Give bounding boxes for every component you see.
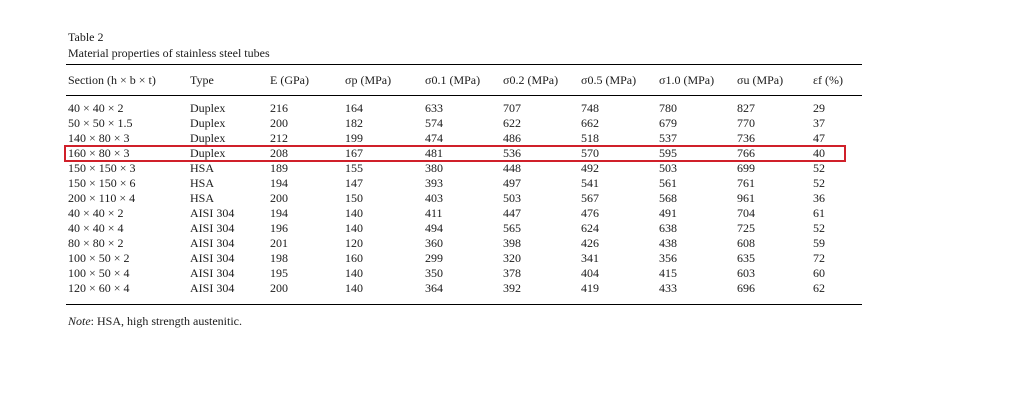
table-cell: 392 xyxy=(503,281,521,295)
table-cell: 150 × 150 × 3 xyxy=(68,161,136,175)
table-cell: 299 xyxy=(425,251,443,265)
table-cell: 503 xyxy=(659,161,677,175)
table-cell: 29 xyxy=(813,101,825,115)
table-cell: 622 xyxy=(503,116,521,130)
column-header: εf (%) xyxy=(813,72,844,87)
table-row xyxy=(66,266,862,281)
table-cell: 59 xyxy=(813,236,825,250)
table-cell: 364 xyxy=(425,281,443,295)
table-cell: 565 xyxy=(503,221,521,235)
table-cell: 378 xyxy=(503,266,521,280)
table-cell: 52 xyxy=(813,161,825,175)
table-cell: HSA xyxy=(190,176,215,190)
table-row xyxy=(66,281,862,296)
table-cell: 40 × 40 × 2 xyxy=(68,206,124,220)
table-cell: 433 xyxy=(659,281,677,295)
table-cell: 494 xyxy=(425,221,443,235)
table-cell: 570 xyxy=(581,146,599,160)
column-header: Section (h × b × t) xyxy=(68,72,156,87)
table-cell: 403 xyxy=(425,191,443,205)
table-cell: 961 xyxy=(737,191,755,205)
column-header: Type xyxy=(190,72,214,87)
table-cell: 827 xyxy=(737,101,755,115)
table-cell: 748 xyxy=(581,101,599,115)
table-cell: 160 xyxy=(345,251,363,265)
table-cell: AISI 304 xyxy=(190,206,235,220)
table-row xyxy=(66,176,862,191)
table-cell: 182 xyxy=(345,116,363,130)
table-cell: 140 xyxy=(345,266,363,280)
table-cell: 474 xyxy=(425,131,443,145)
table-cell: Duplex xyxy=(190,131,226,145)
table-cell: 679 xyxy=(659,116,677,130)
table-cell: 766 xyxy=(737,146,755,160)
column-header: σp (MPa) xyxy=(345,72,392,87)
column-header: σ0.1 (MPa) xyxy=(425,72,481,87)
table-cell: 350 xyxy=(425,266,443,280)
table-caption-number: Table 2 xyxy=(68,30,104,44)
column-header: σ0.5 (MPa) xyxy=(581,72,637,87)
table-cell: 447 xyxy=(503,206,521,220)
table-cell: AISI 304 xyxy=(190,281,235,295)
table-cell: 196 xyxy=(270,221,288,235)
table-row xyxy=(66,206,862,221)
table-cell: 40 xyxy=(813,146,825,160)
table-row xyxy=(66,116,862,131)
table-cell: 638 xyxy=(659,221,677,235)
table-cell: Duplex xyxy=(190,101,226,115)
table-cell: 561 xyxy=(659,176,677,190)
table-cell: 518 xyxy=(581,131,599,145)
table-cell: 635 xyxy=(737,251,755,265)
table-cell: 633 xyxy=(425,101,443,115)
table-header xyxy=(66,65,862,95)
table-caption-title: Material properties of stainless steel tubes xyxy=(68,46,270,60)
note-text: : HSA, high strength austenitic. xyxy=(90,314,242,328)
table-cell: 567 xyxy=(581,191,599,205)
table-cell: 216 xyxy=(270,101,288,115)
table-cell: 37 xyxy=(813,116,825,130)
table-cell: 536 xyxy=(503,146,521,160)
table-cell: 481 xyxy=(425,146,443,160)
column-header: σ1.0 (MPa) xyxy=(659,72,715,87)
table-cell: 200 × 110 × 4 xyxy=(68,191,136,205)
table-row xyxy=(66,95,862,116)
table-cell: 486 xyxy=(503,131,521,145)
table-cell: 360 xyxy=(425,236,443,250)
table-row xyxy=(66,161,862,176)
table-cell: 199 xyxy=(345,131,363,145)
table-cell: 426 xyxy=(581,236,599,250)
table-cell: 448 xyxy=(503,161,521,175)
column-header: σ0.2 (MPa) xyxy=(503,72,559,87)
material-properties-table xyxy=(66,65,862,296)
table-cell: 780 xyxy=(659,101,677,115)
table-cell: 200 xyxy=(270,116,288,130)
table-cell: 80 × 80 × 2 xyxy=(68,236,124,250)
table-body xyxy=(66,95,862,296)
table-cell: 404 xyxy=(581,266,599,280)
table-cell: 155 xyxy=(345,161,363,175)
header-row xyxy=(66,65,862,95)
table-note xyxy=(68,314,242,329)
table-cell: 624 xyxy=(581,221,599,235)
table-cell: 320 xyxy=(503,251,521,265)
table-cell: 608 xyxy=(737,236,755,250)
table-cell: 61 xyxy=(813,206,825,220)
table-cell: 438 xyxy=(659,236,677,250)
table-cell: 60 xyxy=(813,266,825,280)
table-cell: 150 × 150 × 6 xyxy=(68,176,136,190)
table-cell: 160 × 80 × 3 xyxy=(68,146,130,160)
table-cell: 194 xyxy=(270,206,288,220)
table-row xyxy=(66,131,862,146)
table-cell: 140 × 80 × 3 xyxy=(68,131,130,145)
table-cell: 40 × 40 × 4 xyxy=(68,221,124,235)
table-cell: 696 xyxy=(737,281,755,295)
table-cell: 356 xyxy=(659,251,677,265)
table-cell: 736 xyxy=(737,131,755,145)
table-cell: 120 × 60 × 4 xyxy=(68,281,130,295)
table-cell: 699 xyxy=(737,161,755,175)
table-cell: 201 xyxy=(270,236,288,250)
table-cell: 140 xyxy=(345,221,363,235)
note-label: Note xyxy=(68,314,91,328)
table-cell: AISI 304 xyxy=(190,221,235,235)
table-cell: 100 × 50 × 4 xyxy=(68,266,130,280)
table-cell: 398 xyxy=(503,236,521,250)
table-cell: 497 xyxy=(503,176,521,190)
table-cell: AISI 304 xyxy=(190,251,235,265)
table-cell: 140 xyxy=(345,206,363,220)
table-cell: 411 xyxy=(425,206,443,220)
table-cell: 195 xyxy=(270,266,288,280)
table-cell: 761 xyxy=(737,176,755,190)
table-cell: 574 xyxy=(425,116,443,130)
table-cell: AISI 304 xyxy=(190,266,235,280)
table-cell: 568 xyxy=(659,191,677,205)
table-cell: 541 xyxy=(581,176,599,190)
table-cell: 50 × 50 × 1.5 xyxy=(68,116,133,130)
table-cell: 150 xyxy=(345,191,363,205)
column-header: E (GPa) xyxy=(270,72,309,87)
table-cell: Duplex xyxy=(190,146,226,160)
table-cell: 491 xyxy=(659,206,677,220)
table-cell: 380 xyxy=(425,161,443,175)
table-cell: 704 xyxy=(737,206,755,220)
table-cell: 200 xyxy=(270,191,288,205)
table-cell: 198 xyxy=(270,251,288,265)
column-header: σu (MPa) xyxy=(737,72,784,87)
table-cell: HSA xyxy=(190,191,215,205)
table-cell: 47 xyxy=(813,131,825,145)
table-cell: 200 xyxy=(270,281,288,295)
table-cell: 167 xyxy=(345,146,363,160)
table-row xyxy=(66,146,862,161)
table-cell: 100 × 50 × 2 xyxy=(68,251,130,265)
table-cell: 189 xyxy=(270,161,288,175)
table-cell: 603 xyxy=(737,266,755,280)
table-cell: 120 xyxy=(345,236,363,250)
table-cell: 770 xyxy=(737,116,755,130)
table-cell: 476 xyxy=(581,206,599,220)
table-cell: 52 xyxy=(813,221,825,235)
table-cell: 393 xyxy=(425,176,443,190)
bottom-rule xyxy=(66,304,862,305)
table-cell: 52 xyxy=(813,176,825,190)
table-cell: 147 xyxy=(345,176,363,190)
table-cell: 595 xyxy=(659,146,677,160)
table-cell: 707 xyxy=(503,101,521,115)
table-cell: 537 xyxy=(659,131,677,145)
table-row xyxy=(66,191,862,206)
table-cell: 341 xyxy=(581,251,599,265)
table-cell: 662 xyxy=(581,116,599,130)
table-cell: 415 xyxy=(659,266,677,280)
table-cell: AISI 304 xyxy=(190,236,235,250)
table-cell: 72 xyxy=(813,251,825,265)
table-cell: 194 xyxy=(270,176,288,190)
table-row xyxy=(66,251,862,266)
table-row xyxy=(66,236,862,251)
table-cell: 492 xyxy=(581,161,599,175)
table-cell: 164 xyxy=(345,101,363,115)
table-cell: Duplex xyxy=(190,116,226,130)
table-cell: 503 xyxy=(503,191,521,205)
table-cell: 725 xyxy=(737,221,755,235)
table-row xyxy=(66,221,862,236)
table-cell: 208 xyxy=(270,146,288,160)
table-cell: 419 xyxy=(581,281,599,295)
table-cell: 40 × 40 × 2 xyxy=(68,101,124,115)
table-cell: 140 xyxy=(345,281,363,295)
table-cell: 212 xyxy=(270,131,288,145)
table-cell: 36 xyxy=(813,191,825,205)
table-cell: HSA xyxy=(190,161,215,175)
table-cell: 62 xyxy=(813,281,825,295)
